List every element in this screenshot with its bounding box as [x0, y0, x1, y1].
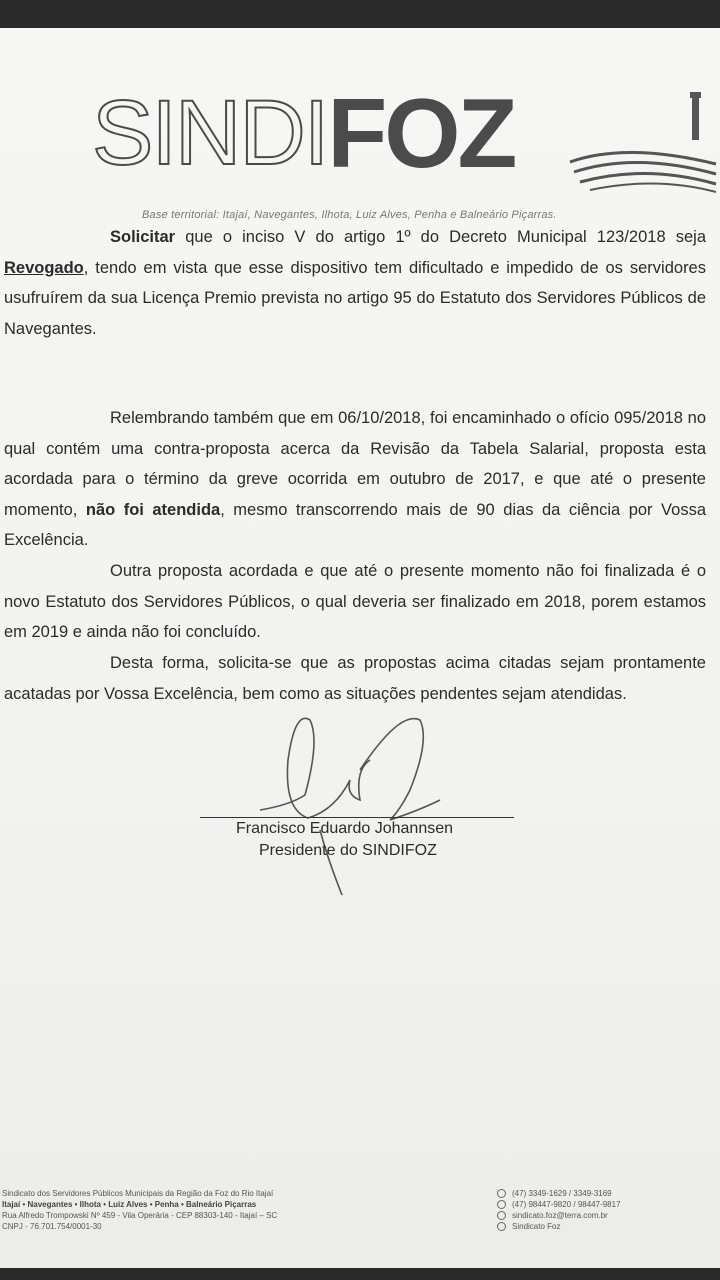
signatory-name: Francisco Eduardo Johannsen	[236, 820, 454, 837]
paragraph-2-end: , mesmo transcorrendo mais de 90 dias da ciência por Vossa Excelência.	[4, 500, 706, 549]
footer-facebook: Sindicato Foz	[512, 1222, 561, 1231]
handwritten-signature	[250, 700, 450, 900]
paragraph-3-text: Outra proposta acordada e que até o presente momento não foi finalizada é o novo Estatuto dos Servidores Públicos, o qual deveria ser finalizado em 2018, porem estamos em 2019 e ainda não foi concluído.	[4, 562, 706, 641]
footer-address: Rua Alfredo Trompowski Nº 459 - Vila Operária - CEP 88303-140 - Itajaí – SC	[2, 1211, 278, 1220]
paragraph-3	[4, 556, 706, 648]
footer-contact-block	[497, 1188, 621, 1232]
paragraph-1-rest: , tendo em vista que esse dispositivo tem dificultado e impedido de os servidores usufruírem da sua Licença Premio prevista no artigo 95 do Estatuto dos Servidores Públicos de Navegantes.	[4, 258, 706, 338]
footer-cnpj: CNPJ - 76.701.754/0001-30	[2, 1222, 102, 1231]
nao-foi-atendida-bold: não foi atendida	[85, 500, 221, 519]
solicitar-bold: Solicitar	[110, 228, 176, 246]
logo-text-sindi: SINDI	[92, 82, 328, 184]
base-territorial-tagline: Base territorial: Itajaí, Navegantes, Ilhota, Luiz Alves, Penha e Balneário Piçarras.	[142, 209, 557, 221]
sindifoz-logo	[92, 78, 515, 188]
footer-cities: Itajaí • Navegantes • Ilhota • Luiz Alves • Penha • Balneário Piçarras	[2, 1200, 257, 1209]
facebook-icon	[497, 1222, 506, 1231]
lighthouse-wave-logo-icon	[566, 90, 720, 200]
footer-org-name: Sindicato dos Servidores Públicos Municipais da Região da Foz do Rio Itajaí	[2, 1189, 274, 1198]
footer-phone: (47) 3349-1629 / 3349-3169	[512, 1189, 612, 1198]
footer-address-block	[2, 1188, 277, 1232]
signatory-role: Presidente do SINDIFOZ	[259, 842, 437, 859]
email-icon	[497, 1211, 506, 1220]
paragraph-2	[4, 403, 706, 556]
footer-whatsapp: (47) 98447-9820 / 98447-9817	[512, 1200, 621, 1209]
revogado-underlined: Revogado	[4, 258, 84, 277]
paragraph-1-text: que o inciso V do artigo 1º do Decreto Municipal 123/2018 seja	[175, 228, 706, 246]
phone-icon	[497, 1189, 506, 1198]
paragraph-1	[4, 222, 706, 344]
footer-email: sindicato.foz@terra.com.br	[512, 1211, 608, 1220]
logo-text-foz: FOZ	[327, 78, 515, 188]
paragraph-4-text: Desta forma, solicita-se que as propostas acima citadas sejam prontamente acatadas por Vossa Excelência, bem como as situações pendentes sejam atendidas.	[4, 654, 706, 703]
whatsapp-icon	[497, 1200, 506, 1209]
paragraph-2-text: Relembrando também que em 06/10/2018, foi encaminhado o ofício 095/2018 no qual contém uma contra-proposta acerca da Revisão da Tabela Salarial, proposta esta acordada para o término da greve ocorrida em outubro de 2017, e que até o presente momento,	[4, 409, 706, 519]
signature-line	[200, 817, 514, 818]
document-page	[0, 28, 720, 1268]
